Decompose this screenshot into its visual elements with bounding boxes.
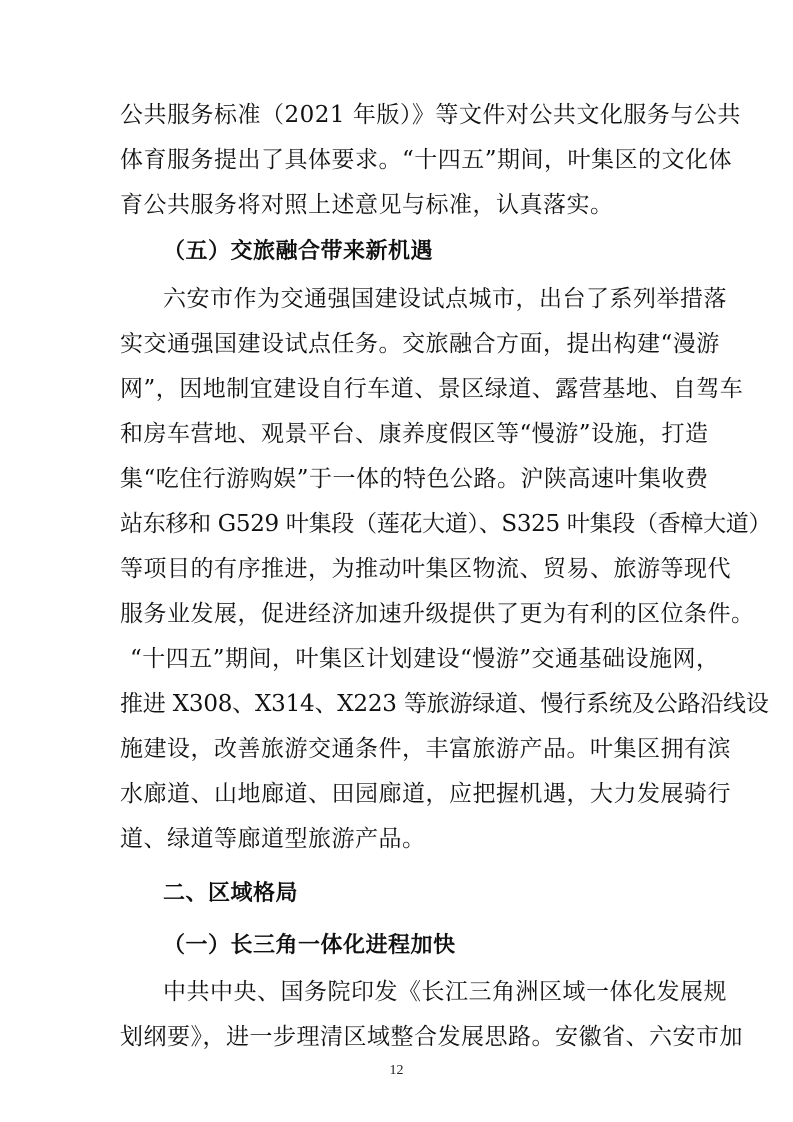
section-heading: （一）长三角一体化进程加快 [163, 933, 456, 958]
paragraph-line: 实交通强国建设试点任务。交旅融合方面，提出构建“漫游 [120, 331, 720, 357]
paragraph-line: 体育服务提出了具体要求。“十四五”期间，叶集区的文化体 [120, 147, 733, 173]
paragraph-line: 站东移和 G529 叶集段（莲花大道）、S325 叶集段（香樟大道） [120, 511, 772, 537]
paragraph-line: 中共中央、国务院印发《长江三角洲区域一体化发展规 [163, 979, 727, 1005]
paragraph-line: 六安市作为交通强国建设试点城市，出台了系列举措落 [163, 286, 727, 312]
paragraph-line: 公共服务标准（2021 年版）》等文件对公共文化服务与公共 [120, 102, 741, 128]
paragraph-line: 和房车营地、观景平台、康养度假区等“慢游”设施，打造 [120, 421, 709, 447]
paragraph-line: 网”，因地制宜建设自行车道、景区绿道、露营基地、自驾车 [120, 376, 744, 402]
paragraph-line: 服务业发展，促进经济加速升级提供了更为有利的区位条件。 [120, 601, 755, 627]
paragraph-line: 道、绿道等廊道型旅游产品。 [120, 826, 426, 852]
paragraph-line: 划纲要》，进一步理清区域整合发展思路。安徽省、六安市加 [120, 1024, 743, 1050]
paragraph-line: 施建设，改善旅游交通条件，丰富旅游产品。叶集区拥有滨 [120, 736, 731, 762]
paragraph-line: 集“吃住行游购娱”于一体的特色公路。沪陕高速叶集收费 [120, 466, 709, 492]
paragraph-line: 等项目的有序推进，为推动叶集区物流、贸易、旅游等现代 [120, 556, 731, 582]
paragraph-line: “十四五”期间，叶集区计划建设“慢游”交通基础设施网， [130, 646, 720, 672]
chapter-heading: 二、区域格局 [163, 881, 299, 906]
section-heading: （五）交旅融合带来新机遇 [163, 239, 434, 264]
paragraph-line: 推进 X308、X314、X223 等旅游绿道、慢行系统及公路沿线设 [120, 691, 769, 717]
paragraph-line: 育公共服务将对照上述意见与标准，认真落实。 [120, 192, 614, 218]
page-number: 12 [389, 1063, 404, 1078]
paragraph-line: 水廊道、山地廊道、田园廊道，应把握机遇，大力发展骑行 [120, 781, 731, 807]
